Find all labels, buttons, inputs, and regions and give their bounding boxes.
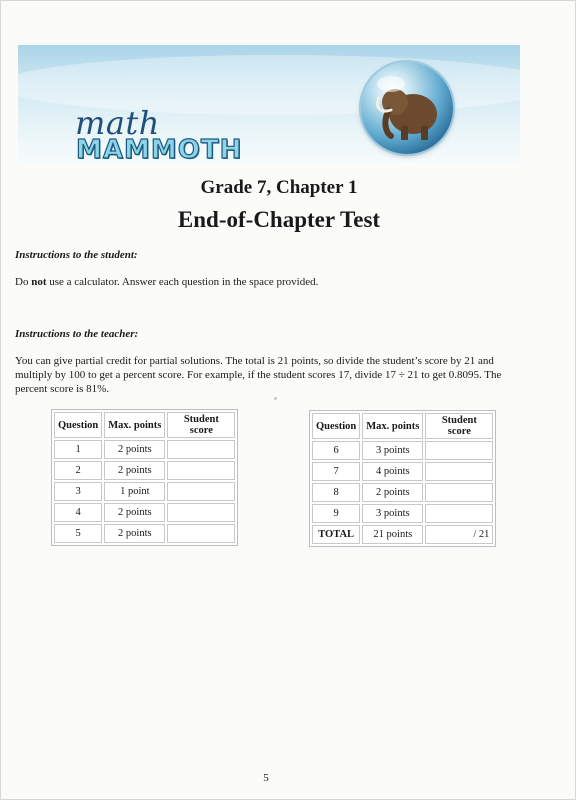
question-cell: 5 [54, 524, 102, 543]
max-points-cell: 4 points [362, 462, 423, 481]
col-header-max-points: Max. points [104, 412, 165, 438]
student-instructions-label: Instructions to the student: [15, 249, 138, 261]
mammoth-icon [361, 62, 453, 154]
total-score-cell[interactable]: / 21 [425, 525, 493, 544]
table-row [54, 440, 235, 459]
table-header-row [312, 413, 493, 439]
table-row [312, 441, 493, 460]
question-cell: 7 [312, 462, 360, 481]
col-header-max-points: Max. points [362, 413, 423, 439]
student-text-emphasis: not [31, 276, 47, 288]
student-instructions-text [15, 275, 515, 289]
student-score-cell[interactable] [425, 504, 493, 523]
table-row [54, 503, 235, 522]
total-max-points-cell: 21 points [362, 525, 423, 544]
max-points-cell: 2 points [104, 440, 165, 459]
total-label-cell: TOTAL [312, 525, 360, 544]
student-score-cell[interactable] [167, 524, 235, 543]
question-cell: 9 [312, 504, 360, 523]
student-score-cell[interactable] [425, 462, 493, 481]
teacher-instructions-text: You can give partial credit for partial solutions. The total is 21 points, so divide the student’s score by 21 and multiply by 100 to get a percent score. For example, if the student scores 17, divide 17 ÷ 21 to get 0.8095. The percent score is 81%. [15, 355, 502, 395]
question-cell: 8 [312, 483, 360, 502]
question-cell: 1 [54, 440, 102, 459]
question-cell: 4 [54, 503, 102, 522]
student-text-start: Do [15, 276, 32, 288]
teacher-instructions-label: Instructions to the teacher: [15, 328, 139, 340]
mammoth-globe-icon [361, 62, 453, 154]
max-points-cell: 1 point [104, 482, 165, 501]
table-row-total [312, 525, 493, 544]
table-row [312, 504, 493, 523]
score-table-right [309, 410, 496, 547]
max-points-cell: 2 points [104, 461, 165, 480]
score-table-left [51, 409, 238, 546]
table-row [54, 461, 235, 480]
table-row [312, 462, 493, 481]
col-header-student-score: Student score [425, 413, 493, 439]
page-number: 5 [263, 772, 269, 784]
table-header-row [54, 412, 235, 438]
table-row [54, 482, 235, 501]
logo-mammoth-text: MAMMOTH [76, 135, 243, 163]
student-score-cell[interactable] [167, 440, 235, 459]
scan-speck [274, 397, 277, 400]
student-score-cell[interactable] [167, 461, 235, 480]
max-points-cell: 2 points [104, 503, 165, 522]
col-header-question: Question [54, 412, 102, 438]
question-cell: 3 [54, 482, 102, 501]
test-title: End-of-Chapter Test [177, 207, 381, 232]
max-points-cell: 3 points [362, 441, 423, 460]
student-score-cell[interactable] [167, 482, 235, 501]
table-row [312, 483, 493, 502]
max-points-cell: 2 points [362, 483, 423, 502]
student-score-cell[interactable] [167, 503, 235, 522]
question-cell: 2 [54, 461, 102, 480]
max-points-cell: 3 points [362, 504, 423, 523]
table-row [54, 524, 235, 543]
student-score-cell[interactable] [425, 483, 493, 502]
col-header-student-score: Student score [167, 412, 235, 438]
question-cell: 6 [312, 441, 360, 460]
header-banner [18, 45, 520, 163]
student-score-cell[interactable] [425, 441, 493, 460]
logo-math-text: math [75, 104, 160, 142]
col-header-question: Question [312, 413, 360, 439]
student-text-end: use a calculator. Answer each question in the space provided. [46, 276, 319, 288]
max-points-cell: 2 points [104, 524, 165, 543]
chapter-heading: Grade 7, Chapter 1 [200, 177, 358, 198]
